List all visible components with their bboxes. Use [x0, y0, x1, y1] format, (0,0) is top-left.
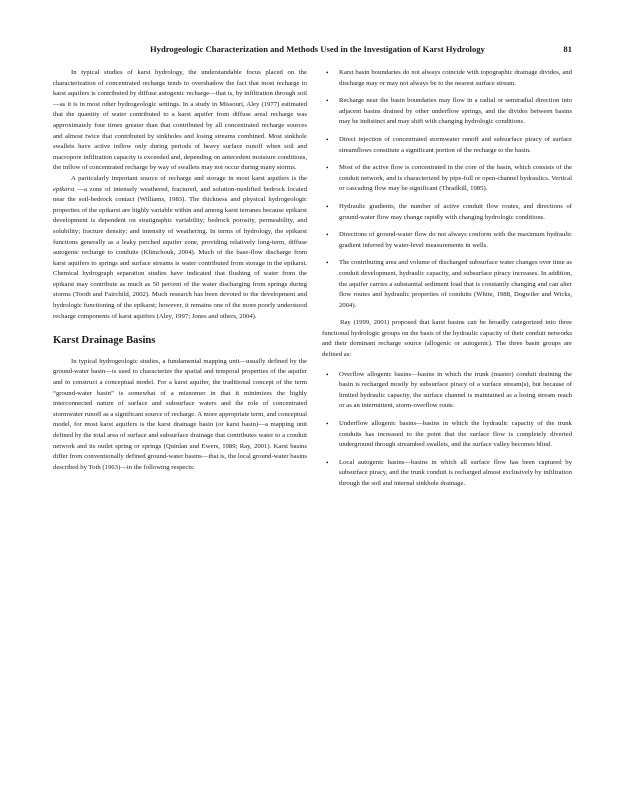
list-item: • Most of the active flow is concentrated in the core of the basin, which consists of the conduit network, and is characterized by pipe-full or open-channel hydraulics. Vertical or cascading flow may be significant (Thrailkill, 1985).: [326, 164, 572, 193]
paragraph-diffuse-recharge: In typical studies of karst hydrology, the understandable focus placed on the characterization of concentrated recharge tends to overshadow the fact that most recharge to karst aquifers is contributed by diffuse autogenic recharge—that is, by infiltration through soil—as it is in most other hydrogeologic settings. In a study in Missouri, Aley (1977) estimated that the quantity of water contributed to a karst aquifer from diffuse areal recharge was approximately four times greater than that contributed by all concentrated recharge sources and almost twice that contributed by sinkholes and losing streams combined. Most sinkhole swallets have active inflow only during periods of heavy surface runoff when soil and macropore infiltration capacity is exceeded and, depending on antecedent moisture conditions, the inflow of concentrated recharge by way of swallets may not occur during many storms.: [53, 69, 307, 172]
paragraph-drainage-basins: In typical hydrogeologic studies, a fundamental mapping unit—usually defined by the ground-water basin—is used to characterize the spatial and temporal properties of the aquifer and to construct a conceptual model. For a karst aquifer, the traditional concept of the term “ground-water basin” is somewhat of a misnomer in that it minimizes the highly interconnected nature of surface and subsurface waters and the role of concentrated stormwater runoff as a significant source of recharge. A more appropriate term, and conceptual model, for most karst aquifers is the karst drainage basin (or karst basin)—a mapping unit defined by the total area of surface and subsurface drainage that contributes water to a conduit network and its outlet spring or springs (Quinlan and Ewers, 1989; Ray, 2001). Karst basins differ from conventionally defined ground-water basins—that is, the local ground-water basins described by Toth (1963)—in the following respects:: [53, 357, 307, 471]
basin-groups-list: [322, 370, 572, 490]
list-item: • Underflow allogenic basins—basins in which the hydraulic capacity of the trunk conduits has increased to the point that the surface flow is completely diverted underground through streambed swallets, and the surface valley becomes blind.: [326, 420, 572, 449]
left-column: [53, 68, 307, 473]
section-heading: Karst Drainage Basins: [53, 335, 156, 347]
list-item: • The contributing area and volume of discharged subsurface water changes over time as conduit development, hydraulic capacity, and subsurface piracy increases. In addition, the aquifer carries a substantial sediment load that is constantly changing and can alter flow routes and hydraulic properties of conduits (White, 1988, Dogwiler and Wicks, 2004).: [326, 259, 572, 309]
running-header: [150, 44, 572, 54]
list-item: • Hydraulic gradients, the number of active conduit flow routes, and directions of ground-water flow may change rapidly with changing hydrologic conditions.: [326, 202, 572, 221]
page-number: 81: [563, 44, 572, 54]
list-item: • Recharge near the basin boundaries may flow in a radial or semiradial direction into adjacent basins drained by other underflow springs, and the divides between basins may be indistinct and may shift with changing hydrologic conditions.: [326, 97, 572, 126]
paragraph-basin-groups: Ray (1999, 2001) proposed that karst basins can be broadly categorized into three functional hydrologic groups on the basis of the hydraulic capacity of their conduit networks and their dominant recharge source (allogenic or autogenic). The three basin groups are defined as:: [322, 319, 572, 359]
right-column: [322, 68, 572, 497]
list-item: • Karst basin boundaries do not always coincide with topographic drainage divides, and discharge may or may not always be to the nearest surface stream.: [326, 69, 572, 87]
epikarst-term: epikarst: [53, 185, 75, 193]
list-item: • Directions of ground-water flow do not always conform with the maximum hydraulic gradient inferred by water-level measurements in wells.: [326, 231, 572, 249]
running-title: Hydrogeologic Characterization and Methods Used in the Investigation of Karst Hydrology: [150, 44, 485, 54]
paragraph-epikarst: A particularly important source of recharge and storage in most karst aquifers is the epikarst —a zone of intensely weathered, fractured, and solution-modified bedrock located near the soil-bedrock contact (Williams, 1983). The thickness and physical hydrogeologic properties of the epikarst are highly variable within and among karst terranes because epikarst development is dependent on stratigraphic variability; bedrock porosity, permeability, and solubility; fracture density; and intensity of weathering. In terms of hydrology, the epikarst functions generally as a leaky perched aquifer zone, providing relatively long-term, diffuse autogenic recharge to conduits (Klimchouk, 2004). Much of the base-flow discharge from karst aquifers to springs and surface streams is water contributed from storage in the epikarst. Chemical hydrograph separation studies have indicated that flushing of water from the epikarst may contribute as much as 50 percent of the water discharging from springs during storms (Tooth and Fairchild, 2002). Much research has been devoted to the development and hydrologic functioning of the epikarst; however, it remains one of the more poorly understood recharge components of karst aquifers (Aley, 1997; Jones and others, 2004).: [53, 174, 307, 320]
basin-differences-list: [322, 68, 572, 311]
list-item: • Local autogenic basins—basins in which all surface flow has been captured by subsurface piracy, and the trunk conduit is recharged almost exclusively by infiltration through the soil and internal sinkhole drainage.: [326, 458, 572, 487]
list-item: • Overflow allogenic basins—basins in which the trunk (master) conduit draining the basin is recharged mostly by subsurface piracy of a surface stream(s), but because of limited hydraulic capacity, the surface channel is maintained as a losing stream reach or as an intermittent, storm-overflow route.: [326, 370, 572, 410]
list-item: • Direct injection of concentrated stormwater runoff and subsurface piracy of surface streamflows constitute a significant portion of the recharge to the basin.: [326, 135, 572, 154]
